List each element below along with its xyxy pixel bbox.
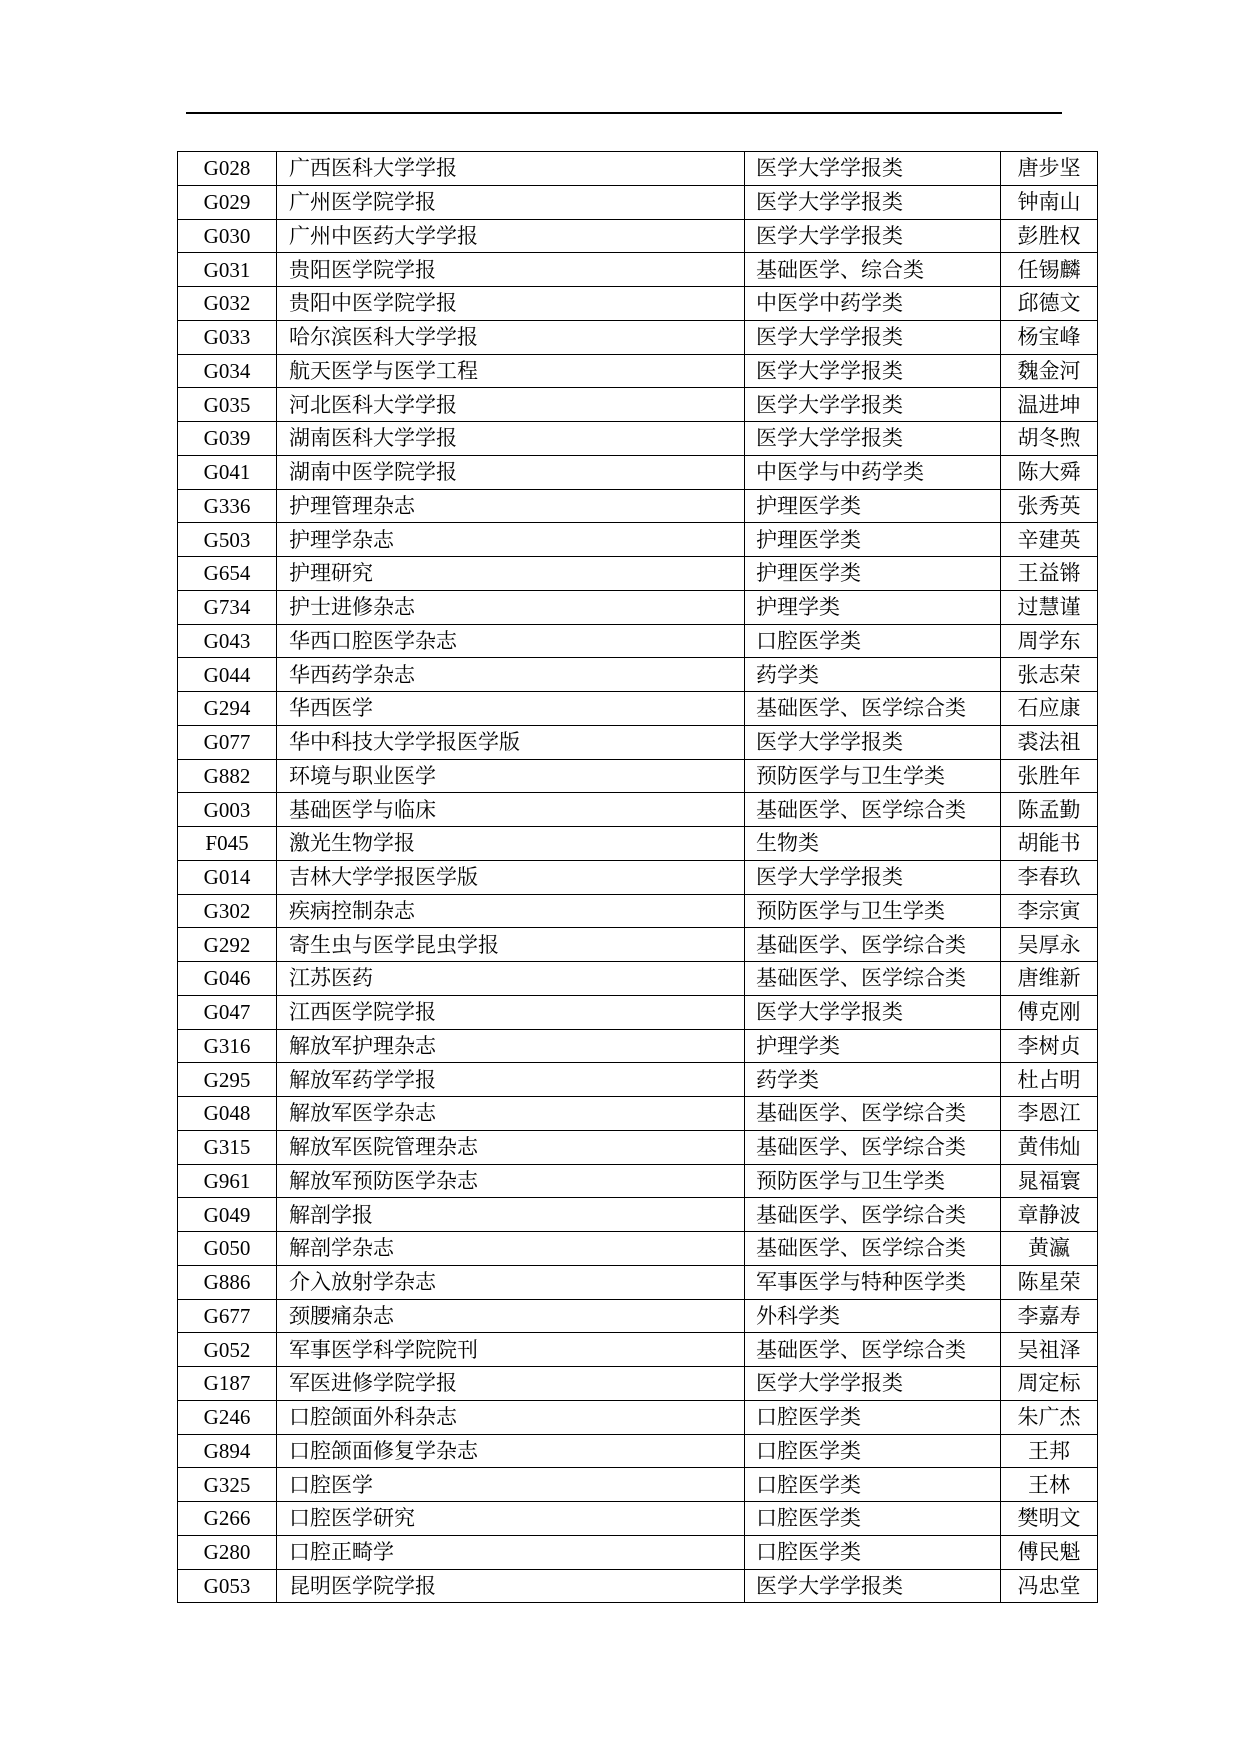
journal-name-cell: 军医进修学院学报 — [277, 1367, 745, 1401]
table-row — [178, 1265, 1098, 1299]
journal-code-cell: G187 — [178, 1367, 277, 1401]
journal-code-cell: G280 — [178, 1535, 277, 1569]
journal-name-cell: 护士进修杂志 — [277, 590, 745, 624]
table-row — [178, 1130, 1098, 1164]
journal-code-cell: G053 — [178, 1569, 277, 1603]
journal-editor-cell: 辛建英 — [1001, 523, 1098, 557]
table-row — [178, 624, 1098, 658]
table-row — [178, 1063, 1098, 1097]
journal-name-cell: 解放军护理杂志 — [277, 1029, 745, 1063]
journal-category-cell: 基础医学、医学综合类 — [745, 1333, 1001, 1367]
journal-category-cell: 护理学类 — [745, 1029, 1001, 1063]
journal-category-cell: 医学大学学报类 — [745, 354, 1001, 388]
journal-name-cell: 江苏医药 — [277, 962, 745, 996]
journal-category-cell: 口腔医学类 — [745, 1502, 1001, 1536]
journal-code-cell: G961 — [178, 1164, 277, 1198]
journal-category-cell: 医学大学学报类 — [745, 1367, 1001, 1401]
journal-name-cell: 昆明医学院学报 — [277, 1569, 745, 1603]
journal-name-cell: 颈腰痛杂志 — [277, 1299, 745, 1333]
journal-name-cell: 华西药学杂志 — [277, 658, 745, 692]
journal-name-cell: 解放军医院管理杂志 — [277, 1130, 745, 1164]
journal-name-cell: 江西医学院学报 — [277, 995, 745, 1029]
journal-name-cell: 广州医学院学报 — [277, 185, 745, 219]
journal-editor-cell: 胡能书 — [1001, 827, 1098, 861]
journal-name-cell: 河北医科大学学报 — [277, 388, 745, 422]
journal-name-cell: 解剖学杂志 — [277, 1232, 745, 1266]
journal-editor-cell: 李宗寅 — [1001, 894, 1098, 928]
journal-code-cell: G041 — [178, 455, 277, 489]
journal-code-cell: G052 — [178, 1333, 277, 1367]
journal-code-cell: G034 — [178, 354, 277, 388]
table-row — [178, 1299, 1098, 1333]
journal-category-cell: 预防医学与卫生学类 — [745, 759, 1001, 793]
table-row — [178, 523, 1098, 557]
journal-category-cell: 医学大学学报类 — [745, 388, 1001, 422]
journal-category-cell: 中医学中药学类 — [745, 287, 1001, 321]
journal-table-body — [178, 152, 1098, 1603]
table-row — [178, 692, 1098, 726]
journal-editor-cell: 黄瀛 — [1001, 1232, 1098, 1266]
table-row — [178, 455, 1098, 489]
journal-editor-cell: 吴祖泽 — [1001, 1333, 1098, 1367]
journal-editor-cell: 周定标 — [1001, 1367, 1098, 1401]
journal-code-cell: G882 — [178, 759, 277, 793]
journal-editor-cell: 过慧谨 — [1001, 590, 1098, 624]
journal-name-cell: 华西口腔医学杂志 — [277, 624, 745, 658]
journal-editor-cell: 吴厚永 — [1001, 928, 1098, 962]
journal-editor-cell: 周学东 — [1001, 624, 1098, 658]
journal-name-cell: 口腔正畸学 — [277, 1535, 745, 1569]
journal-name-cell: 疾病控制杂志 — [277, 894, 745, 928]
journal-editor-cell: 钟南山 — [1001, 185, 1098, 219]
journal-editor-cell: 陈孟勤 — [1001, 793, 1098, 827]
table-row — [178, 1097, 1098, 1131]
journal-category-cell: 医学大学学报类 — [745, 320, 1001, 354]
table-row — [178, 1502, 1098, 1536]
journal-category-cell: 医学大学学报类 — [745, 725, 1001, 759]
table-row — [178, 759, 1098, 793]
journal-category-cell: 基础医学、医学综合类 — [745, 1097, 1001, 1131]
journal-editor-cell: 章静波 — [1001, 1198, 1098, 1232]
journal-category-cell: 口腔医学类 — [745, 1434, 1001, 1468]
table-row — [178, 590, 1098, 624]
table-row — [178, 658, 1098, 692]
table-row — [178, 354, 1098, 388]
table-row — [178, 725, 1098, 759]
journal-code-cell: G028 — [178, 152, 277, 186]
table-row — [178, 1198, 1098, 1232]
table-row — [178, 185, 1098, 219]
journal-category-cell: 基础医学、医学综合类 — [745, 1232, 1001, 1266]
journal-name-cell: 湖南中医学院学报 — [277, 455, 745, 489]
journal-code-cell: G039 — [178, 422, 277, 456]
journal-code-cell: G336 — [178, 489, 277, 523]
journal-editor-cell: 李树贞 — [1001, 1029, 1098, 1063]
table-row — [178, 1029, 1098, 1063]
journal-name-cell: 口腔医学 — [277, 1468, 745, 1502]
journal-category-cell: 医学大学学报类 — [745, 995, 1001, 1029]
journal-name-cell: 激光生物学报 — [277, 827, 745, 861]
journal-category-cell: 护理学类 — [745, 590, 1001, 624]
journal-code-cell: G886 — [178, 1265, 277, 1299]
journal-name-cell: 湖南医科大学学报 — [277, 422, 745, 456]
table-row — [178, 1232, 1098, 1266]
journal-code-cell: G734 — [178, 590, 277, 624]
table-row — [178, 253, 1098, 287]
table-row — [178, 793, 1098, 827]
journal-category-cell: 医学大学学报类 — [745, 219, 1001, 253]
journal-code-cell: G315 — [178, 1130, 277, 1164]
journal-category-cell: 外科学类 — [745, 1299, 1001, 1333]
journal-category-cell: 口腔医学类 — [745, 624, 1001, 658]
journal-editor-cell: 张秀英 — [1001, 489, 1098, 523]
table-row — [178, 1569, 1098, 1603]
journal-name-cell: 解放军药学学报 — [277, 1063, 745, 1097]
journal-code-cell: G077 — [178, 725, 277, 759]
journal-name-cell: 介入放射学杂志 — [277, 1265, 745, 1299]
journal-category-cell: 基础医学、医学综合类 — [745, 1198, 1001, 1232]
journal-code-cell: G031 — [178, 253, 277, 287]
journal-code-cell: G295 — [178, 1063, 277, 1097]
journal-code-cell: G029 — [178, 185, 277, 219]
journal-name-cell: 广西医科大学学报 — [277, 152, 745, 186]
journal-category-cell: 基础医学、医学综合类 — [745, 962, 1001, 996]
journal-category-cell: 口腔医学类 — [745, 1400, 1001, 1434]
table-row — [178, 1434, 1098, 1468]
table-row — [178, 388, 1098, 422]
journal-category-cell: 预防医学与卫生学类 — [745, 1164, 1001, 1198]
journal-category-cell: 医学大学学报类 — [745, 152, 1001, 186]
journal-editor-cell: 胡冬煦 — [1001, 422, 1098, 456]
journal-code-cell: G294 — [178, 692, 277, 726]
journal-code-cell: G030 — [178, 219, 277, 253]
journal-category-cell: 口腔医学类 — [745, 1535, 1001, 1569]
journal-editor-cell: 王林 — [1001, 1468, 1098, 1502]
journal-name-cell: 华西医学 — [277, 692, 745, 726]
journal-code-cell: G325 — [178, 1468, 277, 1502]
journal-code-cell: G044 — [178, 658, 277, 692]
journal-editor-cell: 晁福寰 — [1001, 1164, 1098, 1198]
journal-category-cell: 医学大学学报类 — [745, 1569, 1001, 1603]
table-row — [178, 152, 1098, 186]
journal-editor-cell: 朱广杰 — [1001, 1400, 1098, 1434]
table-row — [178, 1164, 1098, 1198]
journal-editor-cell: 张志荣 — [1001, 658, 1098, 692]
journal-code-cell: G654 — [178, 557, 277, 591]
journal-code-cell: G266 — [178, 1502, 277, 1536]
journal-editor-cell: 黄伟灿 — [1001, 1130, 1098, 1164]
journal-editor-cell: 王邦 — [1001, 1434, 1098, 1468]
table-row — [178, 894, 1098, 928]
journal-name-cell: 贵阳医学院学报 — [277, 253, 745, 287]
journal-code-cell: G033 — [178, 320, 277, 354]
journal-category-cell: 口腔医学类 — [745, 1468, 1001, 1502]
journal-editor-cell: 陈星荣 — [1001, 1265, 1098, 1299]
journal-editor-cell: 傅民魁 — [1001, 1535, 1098, 1569]
journal-name-cell: 口腔颌面外科杂志 — [277, 1400, 745, 1434]
header-rule — [186, 112, 1062, 114]
journal-category-cell: 生物类 — [745, 827, 1001, 861]
journal-category-cell: 中医学与中药学类 — [745, 455, 1001, 489]
journal-name-cell: 解放军预防医学杂志 — [277, 1164, 745, 1198]
journal-table — [177, 151, 1098, 1603]
table-row — [178, 1367, 1098, 1401]
journal-category-cell: 护理医学类 — [745, 489, 1001, 523]
journal-name-cell: 护理管理杂志 — [277, 489, 745, 523]
journal-editor-cell: 邱德文 — [1001, 287, 1098, 321]
journal-code-cell: G003 — [178, 793, 277, 827]
journal-code-cell: G302 — [178, 894, 277, 928]
table-row — [178, 962, 1098, 996]
table-row — [178, 1333, 1098, 1367]
journal-editor-cell: 唐维新 — [1001, 962, 1098, 996]
journal-editor-cell: 任锡麟 — [1001, 253, 1098, 287]
journal-code-cell: G048 — [178, 1097, 277, 1131]
journal-code-cell: G894 — [178, 1434, 277, 1468]
table-row — [178, 219, 1098, 253]
journal-editor-cell: 唐步坚 — [1001, 152, 1098, 186]
journal-editor-cell: 李春玖 — [1001, 860, 1098, 894]
table-row — [178, 557, 1098, 591]
table-row — [178, 827, 1098, 861]
journal-category-cell: 护理医学类 — [745, 557, 1001, 591]
journal-editor-cell: 杨宝峰 — [1001, 320, 1098, 354]
journal-code-cell: G246 — [178, 1400, 277, 1434]
table-row — [178, 422, 1098, 456]
journal-category-cell: 护理医学类 — [745, 523, 1001, 557]
journal-category-cell: 基础医学、医学综合类 — [745, 1130, 1001, 1164]
journal-editor-cell: 温进坤 — [1001, 388, 1098, 422]
journal-code-cell: F045 — [178, 827, 277, 861]
table-row — [178, 1400, 1098, 1434]
table-row — [178, 1535, 1098, 1569]
table-row — [178, 1468, 1098, 1502]
journal-category-cell: 基础医学、医学综合类 — [745, 793, 1001, 827]
journal-name-cell: 口腔颌面修复学杂志 — [277, 1434, 745, 1468]
journal-name-cell: 广州中医药大学学报 — [277, 219, 745, 253]
journal-editor-cell: 王益锵 — [1001, 557, 1098, 591]
journal-editor-cell: 李嘉寿 — [1001, 1299, 1098, 1333]
journal-name-cell: 基础医学与临床 — [277, 793, 745, 827]
journal-code-cell: G049 — [178, 1198, 277, 1232]
journal-code-cell: G043 — [178, 624, 277, 658]
table-row — [178, 860, 1098, 894]
journal-code-cell: G292 — [178, 928, 277, 962]
journal-category-cell: 药学类 — [745, 658, 1001, 692]
journal-name-cell: 吉林大学学报医学版 — [277, 860, 745, 894]
journal-code-cell: G035 — [178, 388, 277, 422]
journal-code-cell: G050 — [178, 1232, 277, 1266]
journal-category-cell: 基础医学、综合类 — [745, 253, 1001, 287]
table-row — [178, 995, 1098, 1029]
journal-category-cell: 药学类 — [745, 1063, 1001, 1097]
journal-name-cell: 护理学杂志 — [277, 523, 745, 557]
table-row — [178, 928, 1098, 962]
journal-editor-cell: 彭胜权 — [1001, 219, 1098, 253]
journal-category-cell: 医学大学学报类 — [745, 185, 1001, 219]
journal-code-cell: G503 — [178, 523, 277, 557]
journal-code-cell: G316 — [178, 1029, 277, 1063]
journal-name-cell: 环境与职业医学 — [277, 759, 745, 793]
journal-editor-cell: 魏金河 — [1001, 354, 1098, 388]
journal-editor-cell: 樊明文 — [1001, 1502, 1098, 1536]
journal-editor-cell: 裘法祖 — [1001, 725, 1098, 759]
journal-category-cell: 医学大学学报类 — [745, 860, 1001, 894]
journal-category-cell: 军事医学与特种医学类 — [745, 1265, 1001, 1299]
table-row — [178, 287, 1098, 321]
journal-name-cell: 解放军医学杂志 — [277, 1097, 745, 1131]
journal-editor-cell: 李恩江 — [1001, 1097, 1098, 1131]
journal-name-cell: 军事医学科学院院刊 — [277, 1333, 745, 1367]
journal-category-cell: 基础医学、医学综合类 — [745, 928, 1001, 962]
journal-editor-cell: 石应康 — [1001, 692, 1098, 726]
journal-name-cell: 航天医学与医学工程 — [277, 354, 745, 388]
journal-category-cell: 预防医学与卫生学类 — [745, 894, 1001, 928]
journal-code-cell: G677 — [178, 1299, 277, 1333]
journal-editor-cell: 傅克刚 — [1001, 995, 1098, 1029]
journal-name-cell: 口腔医学研究 — [277, 1502, 745, 1536]
journal-name-cell: 解剖学报 — [277, 1198, 745, 1232]
journal-editor-cell: 杜占明 — [1001, 1063, 1098, 1097]
journal-code-cell: G046 — [178, 962, 277, 996]
journal-name-cell: 哈尔滨医科大学学报 — [277, 320, 745, 354]
table-row — [178, 320, 1098, 354]
journal-code-cell: G032 — [178, 287, 277, 321]
table-row — [178, 489, 1098, 523]
journal-name-cell: 华中科技大学学报医学版 — [277, 725, 745, 759]
journal-editor-cell: 陈大舜 — [1001, 455, 1098, 489]
journal-editor-cell: 张胜年 — [1001, 759, 1098, 793]
journal-category-cell: 医学大学学报类 — [745, 422, 1001, 456]
journal-category-cell: 基础医学、医学综合类 — [745, 692, 1001, 726]
journal-code-cell: G014 — [178, 860, 277, 894]
journal-name-cell: 贵阳中医学院学报 — [277, 287, 745, 321]
journal-name-cell: 寄生虫与医学昆虫学报 — [277, 928, 745, 962]
journal-name-cell: 护理研究 — [277, 557, 745, 591]
journal-editor-cell: 冯忠堂 — [1001, 1569, 1098, 1603]
journal-code-cell: G047 — [178, 995, 277, 1029]
